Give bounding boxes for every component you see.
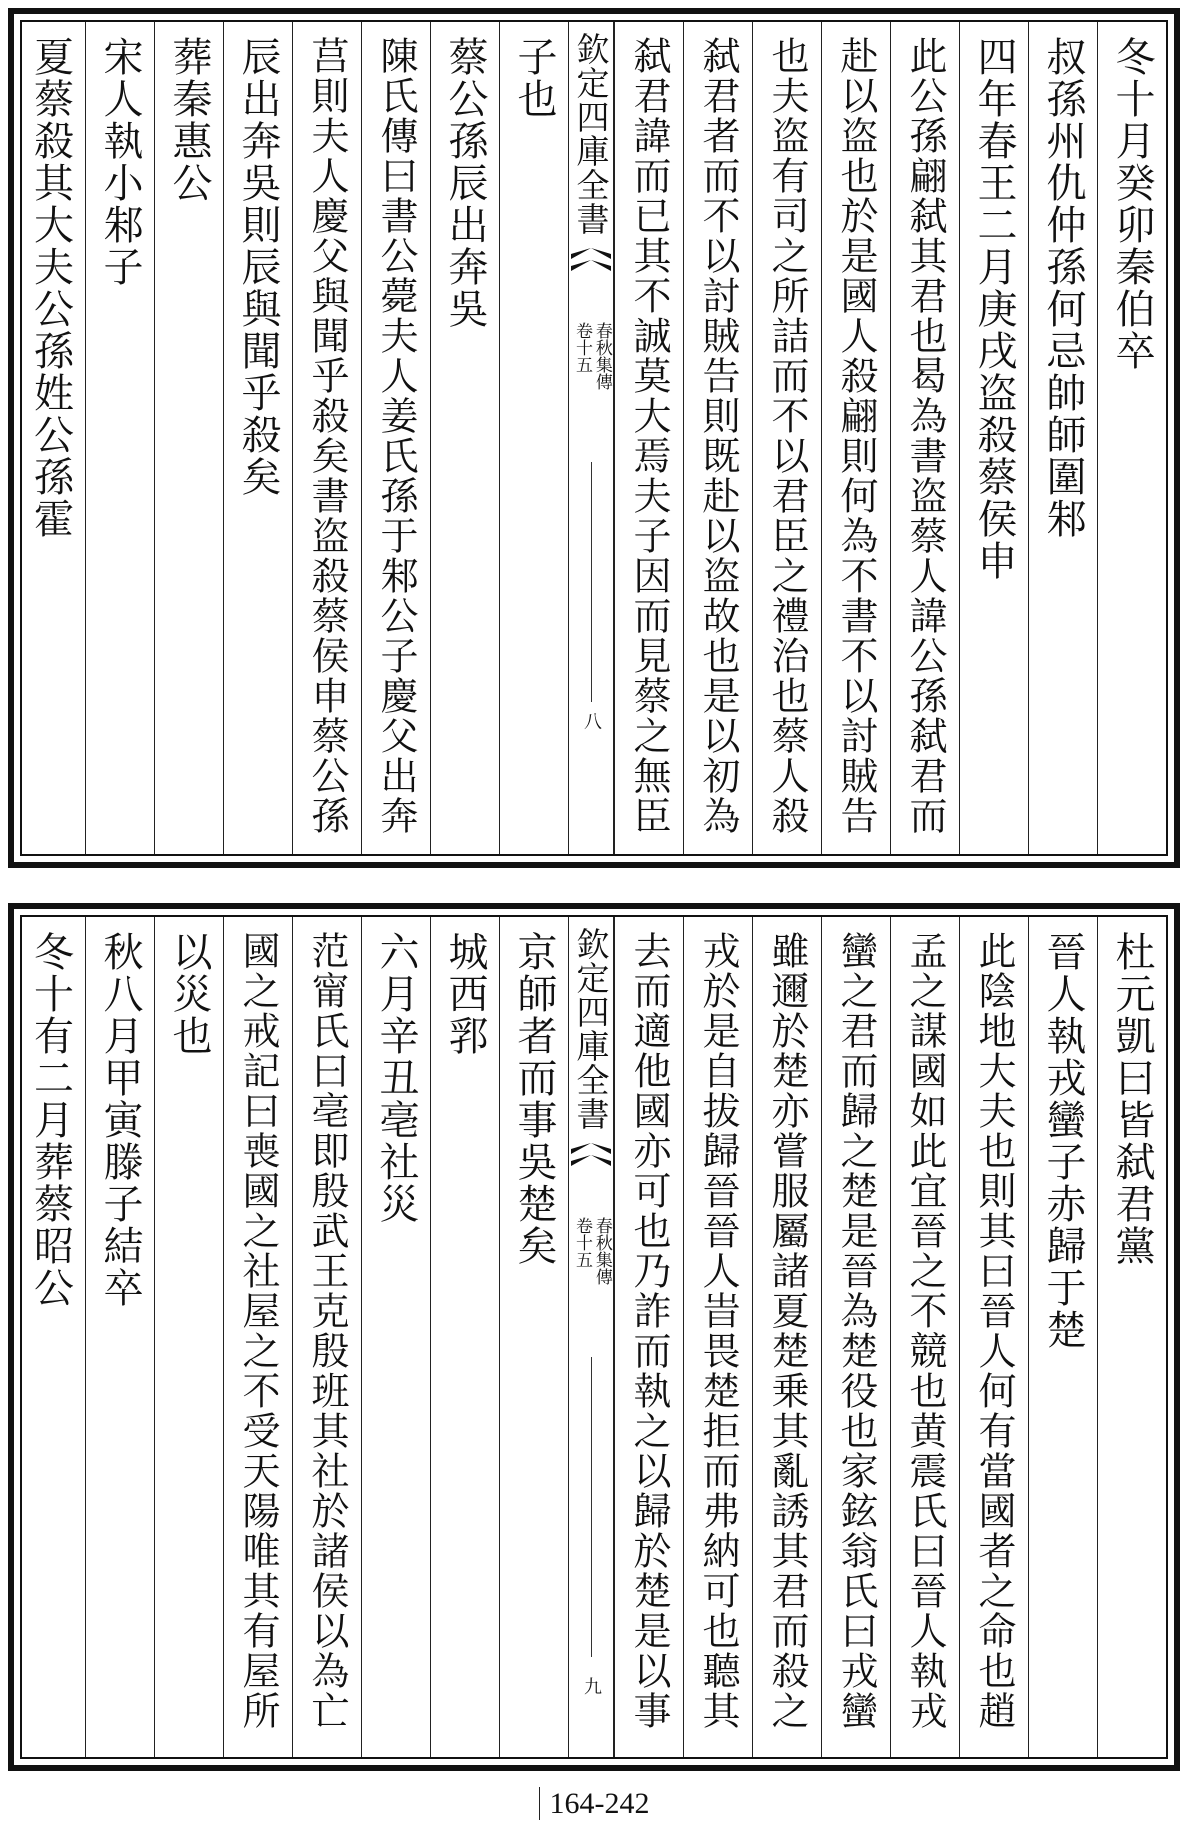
text-column: 以災也 bbox=[154, 917, 223, 1757]
text-column: 城西郛 bbox=[430, 917, 499, 1757]
text-column: 國之戒記曰喪國之社屋之不受天陽唯其有屋所 bbox=[223, 917, 292, 1757]
book-title: 欽定四庫全書 bbox=[571, 927, 611, 1131]
text-column: 此陰地大夫也則其曰晉人何有當國者之命也趙 bbox=[959, 917, 1028, 1757]
text-column: 辰出奔吳則辰與聞乎殺矣 bbox=[223, 22, 292, 854]
bottom-page-columns bbox=[20, 915, 1168, 1759]
text-column: 秋八月甲寅滕子結卒 bbox=[85, 917, 154, 1757]
text-column: 也夫盗有司之所詰而不以君臣之禮治也蔡人殺 bbox=[752, 22, 821, 854]
book-title: 欽定四庫全書 bbox=[571, 32, 611, 236]
text-column: 戎於是自拔歸晉晉人旹畏楚拒而弗納可也聽其 bbox=[683, 917, 752, 1757]
bottom-page bbox=[8, 903, 1180, 1771]
text-column: 范甯氏曰亳即殷武王克殷班其社於諸侯以為亡 bbox=[292, 917, 361, 1757]
text-column: 叔孫州仇仲孫何忌帥師圍邾 bbox=[1028, 22, 1097, 854]
center-fold-column bbox=[568, 917, 614, 1757]
text-column: 弑君者而不以討賊告則既赴以盗故也是以初為 bbox=[683, 22, 752, 854]
fishtail-mark-icon bbox=[571, 248, 611, 278]
text-column: 陳氏傳曰書公薨夫人姜氏孫于邾公子慶父出奔 bbox=[361, 22, 430, 854]
text-column: 蠻之君而歸之楚是晉為楚役也家鉉翁氏曰戎蠻 bbox=[821, 917, 890, 1757]
text-column: 冬十有二月葬蔡昭公 bbox=[27, 931, 74, 1309]
text-column: 晉人執戎蠻子赤歸于楚 bbox=[1028, 917, 1097, 1757]
text-column: 宋人執小邾子 bbox=[85, 22, 154, 854]
volume-label: 春秋集傳 卷十五 bbox=[572, 1217, 612, 1285]
top-page bbox=[8, 8, 1180, 868]
fishtail-mark-icon bbox=[571, 1143, 611, 1173]
text-column: 此公孫翩弑其君也曷為書盗蔡人諱公孫弑君而 bbox=[890, 22, 959, 854]
center-fold-column bbox=[568, 22, 614, 854]
text-column: 蔡公孫辰出奔吳 bbox=[430, 22, 499, 854]
volume-label: 春秋集傳 卷十五 bbox=[572, 322, 612, 390]
text-column: 子也 bbox=[499, 22, 568, 854]
text-column: 赴以盗也於是國人殺翩則何為不書不以討賊告 bbox=[821, 22, 890, 854]
page-number: 八 bbox=[581, 712, 602, 730]
text-column: 六月辛丑亳社災 bbox=[361, 917, 430, 1757]
text-column: 去而適他國亦可也乃詐而執之以歸於楚是以事 bbox=[614, 917, 683, 1757]
fold-line bbox=[591, 462, 592, 702]
text-column: 四年春王二月庚戌盗殺蔡侯申 bbox=[959, 22, 1028, 854]
text-column: 京師者而事吳楚矣 bbox=[499, 917, 568, 1757]
text-column: 莒則夫人慶父與聞乎殺矣書盗殺蔡侯申蔡公孫 bbox=[292, 22, 361, 854]
text-column: 夏蔡殺其大夫公孫姓公孫霍 bbox=[27, 36, 74, 540]
text-column: 孟之謀國如此宜晉之不競也黄震氏曰晉人執戎 bbox=[890, 917, 959, 1757]
text-column: 杜元凱曰皆弑君黨 bbox=[1097, 917, 1166, 1757]
fold-line bbox=[591, 1357, 592, 1657]
text-column: 弑君諱而已其不誠莫大焉夫子因而見蔡之無臣 bbox=[614, 22, 683, 854]
page-reference: 164-242 bbox=[0, 1787, 1188, 1821]
page-number: 九 bbox=[581, 1677, 602, 1695]
text-column: 冬十月癸卯秦伯卒 bbox=[1097, 22, 1166, 854]
text-column: 葬秦惠公 bbox=[154, 22, 223, 854]
text-column: 雖邇於楚亦嘗服屬諸夏楚乗其亂誘其君而殺之 bbox=[752, 917, 821, 1757]
top-page-columns bbox=[20, 20, 1168, 856]
